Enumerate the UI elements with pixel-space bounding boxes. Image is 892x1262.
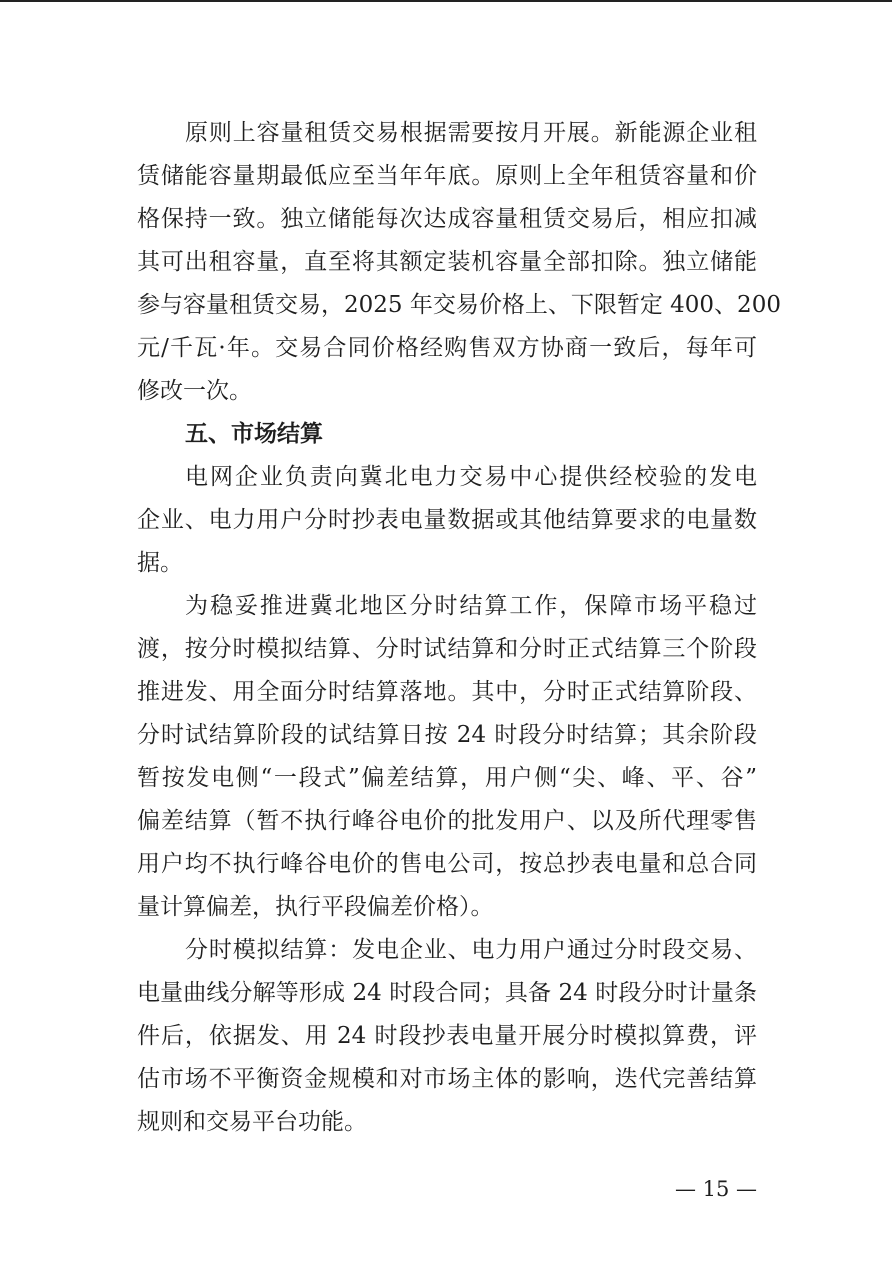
paragraph-line: 规则和交易平台功能。 [137,1109,367,1135]
page-number: — 15 — [674,1177,758,1201]
paragraph-line: 企业、电力用户分时抄表电量数据或其他结算要求的电量数 [137,507,757,533]
paragraph-line: 渡，按分时模拟结算、分时试结算和分时正式结算三个阶段 [137,636,757,662]
paragraph-line: 元/千瓦·年。交易合同价格经购售双方协商一致后，每年可 [137,335,757,361]
paragraph-line: 分时试结算阶段的试结算日按 24 时段分时结算；其余阶段 [137,722,757,748]
paragraph-line: 用户均不执行峰谷电价的售电公司，按总抄表电量和总合同 [137,851,757,877]
paragraph-line: 估市场不平衡资金规模和对市场主体的影响，迭代完善结算 [137,1066,757,1092]
paragraph-line: 格保持一致。独立储能每次达成容量租赁交易后，相应扣减 [137,206,757,232]
paragraph-line: 推进发、用全面分时结算落地。其中，分时正式结算阶段、 [137,679,757,705]
paragraph-line: 量计算偏差，执行平段偏差价格）。 [137,894,494,920]
paragraph-line: 暂按发电侧“一段式”偏差结算，用户侧“尖、峰、平、谷” [137,765,757,791]
paragraph-line: 电网企业负责向冀北电力交易中心提供经校验的发电 [185,464,757,490]
paragraph-line: 参与容量租赁交易，2025 年交易价格上、下限暂定 400、200 [137,292,781,318]
paragraph-line: 偏差结算（暂不执行峰谷电价的批发用户、以及所代理零售 [137,808,757,834]
paragraph-line: 电量曲线分解等形成 24 时段合同；具备 24 时段分时计量条 [137,980,757,1006]
paragraph-line: 其可出租容量，直至将其额定装机容量全部扣除。独立储能 [137,249,757,275]
paragraph-line: 据。 [137,550,183,576]
paragraph-line: 分时模拟结算：发电企业、电力用户通过分时段交易、 [185,937,757,963]
paragraph-line: 修改一次。 [137,378,252,404]
paragraph-line: 赁储能容量期最低应至当年年底。原则上全年租赁容量和价 [137,163,757,189]
paragraph-line: 原则上容量租赁交易根据需要按月开展。新能源企业租 [185,120,757,146]
paragraph-line: 为稳妥推进冀北地区分时结算工作，保障市场平稳过 [185,593,757,619]
section-heading: 五、市场结算 [185,421,323,447]
paragraph-line: 件后，依据发、用 24 时段抄表电量开展分时模拟算费，评 [137,1023,757,1049]
